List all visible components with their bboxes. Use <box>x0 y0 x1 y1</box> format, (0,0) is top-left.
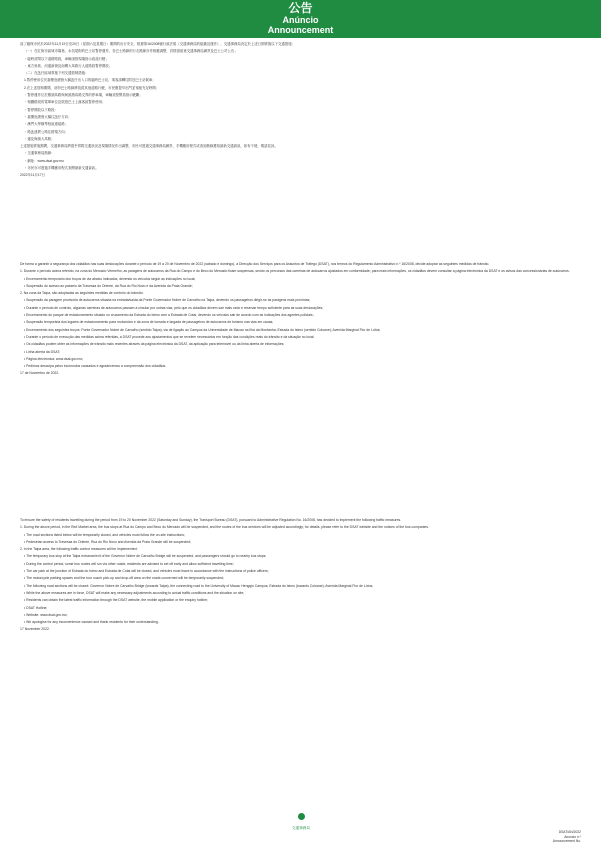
zh-tail: ・交通事務局熱線： <box>24 151 55 156</box>
zh-subitem: ・暫停開放以下路段： <box>24 107 58 112</box>
zh-subitem: ・暫停運作位於雞頸馬路與柯維納馬路交界的停車場，車輛須按警員指示駛離； <box>24 93 143 98</box>
zh-intro: 爲了確保市民於2022年11月19日至20日（星期六及星期日）期間的出行安全，根據第16/2008號行政法規《交通事務局的組織及運作》，交通事務局決定於上述日期實施以下交通措施： <box>20 42 295 46</box>
portuguese-section <box>20 262 581 382</box>
en-paragraph: • The motorcycle parking spaces and the tour coach pick-up and drop-off area on the roads concerned will be temporarily suspended; <box>24 576 224 581</box>
pt-paragraph: • Página electrónica: www.dsat.gov.mo; <box>24 356 84 361</box>
zh-subitem: ・相關路段的電單車位及旅遊巴士上落客區暫停使用； <box>24 100 106 105</box>
pt-paragraph: 1. Durante o período acima referido, na zona do Mercado Vermelho, as paragens de autocarros da Rua do Campo e do Beco do Mercado ficam suspensas, sendo os percursos das carreiras de autocarros ajustados em conformidade; para mais informações, os cidadãos devem consultar a página electrónica da DSAT e os avisos das concessionárias de autocarros. <box>20 269 570 274</box>
pt-paragraph: • Suspensão temporária dos lugares de estacionamento para motociclos e da zona de tomada e largada de passageiros de autocarros de turismo nas vias em causa; <box>24 320 274 325</box>
zh-subitem: 2.在上述管制期間，部份巴士路線將改經其他道路行駛，市民應提早出門並預留充足時間； <box>24 85 160 90</box>
en-paragraph: • The temporary bus stop at the Taipa entrance/exit of the Governor Nobre de Carvalho Bridge will be suspended, and passengers should go to nearby bus stops; <box>24 554 267 559</box>
announcement-header <box>0 0 601 38</box>
pt-paragraph: • Encerramento temporário dos troços de via abaixo indicados, devendo os veículos seguir as indicações no local; <box>24 276 196 281</box>
english-section <box>20 518 581 638</box>
en-paragraph: • The following road sections will be closed: Governor Nobre de Carvalho Bridge (towards Taipa); the connecting road to the University of Macau Hengqin Campus; Estrada do Istmo (towards Coloane); Avenida Marginal Flor de Lótus; <box>24 583 374 588</box>
pt-paragraph: • Linha aberta da DSAT; <box>24 349 60 354</box>
en-paragraph: • Pedestrian access to Travessa do Oriente, Rua do Rio Novo and Avenida da Praia Grande will be suspended; <box>24 539 191 544</box>
zh-subitem: 1.暫停使用位於嘉樂庇總督大橋氹仔出入口的臨時巴士站，乘客請轉往附近巴士站候車； <box>24 78 156 83</box>
pt-paragraph: • Encerramento dos seguintes troços: Ponte Governador Nobre de Carvalho (sentido Taipa); via de ligação ao Campus da Universidade de Macau na Ilha da Montanha; Estrada do Istmo (sentido Coloane); Avenida Marginal Flor de Lótus; <box>24 327 381 332</box>
en-paragraph: 1. During the above period, in the Red Market area, the bus stops at Rua do Campo and Beco do Mercado will be suspended, and the routes of the bus services will be adjusted accordingly; for details, please refer to the DSAT website and the notices of the bus companies. <box>20 525 429 530</box>
en-paragraph: • While the above measures are in force, DSAT will make any necessary adjustments according to actual traffic conditions and the situation on site; <box>24 590 245 595</box>
en-paragraph: To ensure the safety of residents travelling during the period from 19 to 20 November 2022 (Saturday and Sunday), the Transport Bureau (DSAT), pursuant to Administrative Regulation No. 16/2008, has decided to implement the following traffic measures. <box>20 518 402 522</box>
pt-date: 17 de Novembro de 2022. <box>20 371 60 376</box>
en-paragraph: • Website: www.dsat.gov.mo; <box>24 612 68 617</box>
zh-date: 2022年11月17日 <box>20 173 46 178</box>
en-paragraph: • During the control period, some bus routes will run via other roads; residents are advised to set off early and allow sufficient travelling time; <box>24 561 234 566</box>
pt-paragraph: • Suspensão da paragem provisória de autocarros situada na entrada/saída da Ponte Governador Nobre de Carvalho na Taipa, devendo os passageiros dirigir-se às paragens mais próximas; <box>24 298 311 303</box>
header-title-zh: 公告 <box>288 1 313 15</box>
en-paragraph: • DSAT Hotline; <box>24 605 48 610</box>
pt-paragraph: • Durante o período de controlo, algumas carreiras de autocarros passam a circular por outras vias, pelo que os cidadãos devem sair mais cedo e reservar tempo suficiente para as suas deslocações; <box>24 305 324 310</box>
en-paragraph: • We apologise for any inconvenience caused and thank residents for their understanding. <box>24 620 159 625</box>
pt-paragraph: • Pedimos desculpa pelos incómodos causados e agradecemos a compreensão dos cidadãos. <box>24 364 167 369</box>
zh-tail: ・市民亦可透過手機應用程式查閱最新交通資訊。 <box>24 166 99 171</box>
pt-paragraph: • Durante o período de execução das medidas acima referidas, a DSAT procede aos ajustamentos que se revelem necessários em função das condições reais do trânsito e da situação no local; <box>24 334 315 339</box>
zh-subitem: ・嘉樂庇總督大橋往氹仔方向； <box>24 114 72 119</box>
pt-paragraph: 2. Na zona da Taipa, são adoptadas as seguintes medidas de controlo do trânsito: <box>20 291 144 296</box>
en-paragraph: • The car park at the junction of Estrada do Istmo and Estrada de Cotai will be closed, and vehicles must leave in accordance with the instructions of police officers; <box>24 569 269 574</box>
zh-item: ・東方斜巷、河邊新街及南灣大馬路行人道路段暫停開放； <box>24 63 113 68</box>
zh-subitem: ・蓮花海濱大馬路； <box>24 136 55 141</box>
en-paragraph: • The road sections listed below will be temporarily closed, and vehicles must follow the on-site instructions; <box>24 532 185 537</box>
zh-subitem: ・路氹連貫公路往路環方向； <box>24 129 69 134</box>
zh-item: （二）在氹仔區域實施下列交通管制措施： <box>24 71 89 76</box>
en-paragraph: • Residents can obtain the latest traffic information through the DSAT website, the mobile application or the enquiry hotline; <box>24 598 208 603</box>
emblem-icon <box>298 813 305 820</box>
header-title-en: Announcement <box>267 25 334 35</box>
pt-paragraph: De forma a garantir a segurança dos cidadãos nas suas deslocações durante o período de 19 a 20 de Novembro de 2022 (sábado e domingo), a Direcção dos Serviços para os Assuntos de Tráfego (DSAT), nos termos do Regulamento Administrativo n.º 16/2008, decide adoptar as seguintes medidas de trânsito. <box>20 262 490 266</box>
pt-paragraph: • Os cidadãos podem obter as informações de trânsito mais recentes através da página electrónica da DSAT, da aplicação para telemóvel ou da linha aberta de informações; <box>24 342 285 347</box>
reference-line: DSAT/AN/2022 <box>558 830 581 834</box>
zh-subitem: ・澳門大學橫琴校區連接路； <box>24 122 69 127</box>
en-paragraph: 2. In the Taipa area, the following traffic control measures will be implemented: <box>20 547 138 552</box>
header-title-pt: Anúncio <box>282 15 319 25</box>
pt-paragraph: • Suspensão do acesso ao passeio da Travessa do Oriente, da Rua do Rio Novo e da Avenida da Praia Grande; <box>24 283 193 288</box>
reference-line: Announcement No. <box>552 839 581 844</box>
zh-tail: ・網址：www.dsat.gov.mo <box>24 158 64 163</box>
agency-logo <box>241 808 361 830</box>
pt-paragraph: • Encerramento do parque de estacionamento situado no cruzamento da Estrada do Istmo com a Estrada de Cotai, devendo os veículos sair de acordo com as indicações dos agentes policiais; <box>24 313 314 318</box>
reference-line: Anúncio n.º <box>564 834 581 839</box>
zh-closing: 上述措施實施期間，交通事務局將視乎實際交通狀況及現場情況作出調整，市民可透過交通事務局網頁、手機應用程式或查詢熱線獲取最新交通資訊，如有不便，敬請見諒。 <box>20 144 278 149</box>
en-date: 17 November 2022. <box>20 627 50 632</box>
agency-name: 交通事務局 <box>292 826 310 830</box>
chinese-section <box>20 42 581 184</box>
zh-item: （一）在紅街市區域市場巷、水坑尾街的巴士站暫停運作，各巴士路線的行走路線亦作相應調整，詳情請留意交通事務局網頁及巴士公司公告； <box>24 49 238 54</box>
reference-numbers <box>553 830 581 844</box>
zh-item: ・臨時封閉以下道路路段，車輛須按現場指示改道行駛； <box>24 56 109 61</box>
